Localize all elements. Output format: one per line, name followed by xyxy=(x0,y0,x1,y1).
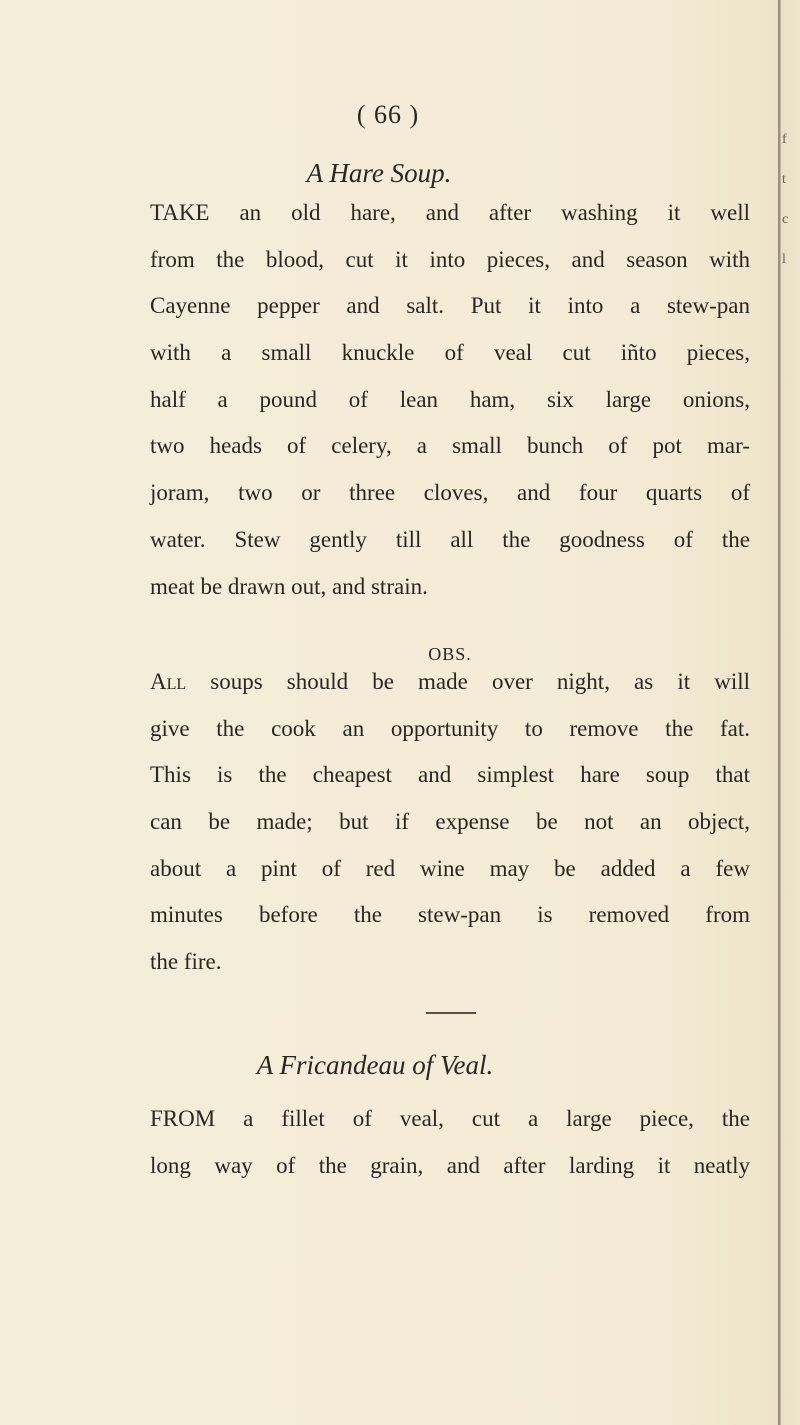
section-divider xyxy=(426,1012,476,1014)
obs-first-word: All xyxy=(150,669,187,694)
text-line: about a pint of red wine may be added a few xyxy=(150,855,750,881)
text-line xyxy=(150,659,750,706)
text-line: the fire. xyxy=(150,949,222,975)
text-line: with a small knuckle of veal cut iñto pieces, xyxy=(150,340,750,366)
text-line: half a pound of lean ham, six large onions, xyxy=(150,386,750,412)
text-line: Cayenne pepper and salt. Put it into a stew-pan xyxy=(150,293,750,319)
adjacent-page-edge xyxy=(778,0,800,1425)
edge-mark: t xyxy=(782,172,786,187)
text-line: This is the cheapest and simplest hare soup that xyxy=(150,762,750,788)
text-line: can be made; but if expense be not an object, xyxy=(150,809,750,835)
edge-mark: l xyxy=(782,252,786,267)
obs-heading: OBS. xyxy=(428,644,472,664)
obs-line-rest: soups should be made over night, as it will xyxy=(186,669,750,694)
page-number xyxy=(0,100,800,130)
text-line: FROM a fillet of veal, cut a large piece, the xyxy=(150,1106,750,1131)
page-number-text: ( 66 ) xyxy=(356,100,420,129)
recipe-body-fricandeau xyxy=(150,1096,750,1189)
text-line: long way of the grain, and after larding it neatly xyxy=(150,1152,750,1178)
text-line: water. Stew gently till all the goodness of the xyxy=(150,526,750,552)
recipe-title-fricandeau: A Fricandeau of Veal. xyxy=(256,1050,494,1080)
text-line: joram, two or three cloves, and four quarts of xyxy=(150,480,750,506)
text-line: from the blood, cut it into pieces, and season with xyxy=(150,246,750,272)
text-line: two heads of celery, a small bunch of pot mar- xyxy=(150,433,750,459)
edge-mark: c xyxy=(782,212,789,227)
recipe-title-hare-soup: A Hare Soup. xyxy=(306,158,452,188)
recipe-body-hare-soup xyxy=(150,190,750,610)
obs-body xyxy=(150,659,750,986)
text-line: TAKE an old hare, and after washing it well xyxy=(150,200,750,225)
text-line: meat be drawn out, and strain. xyxy=(150,573,428,599)
text-line: give the cook an opportunity to remove the fat. xyxy=(150,715,750,741)
edge-marks xyxy=(782,120,796,280)
text-line: minutes before the stew-pan is removed from xyxy=(150,902,750,928)
edge-mark: f xyxy=(782,132,787,147)
